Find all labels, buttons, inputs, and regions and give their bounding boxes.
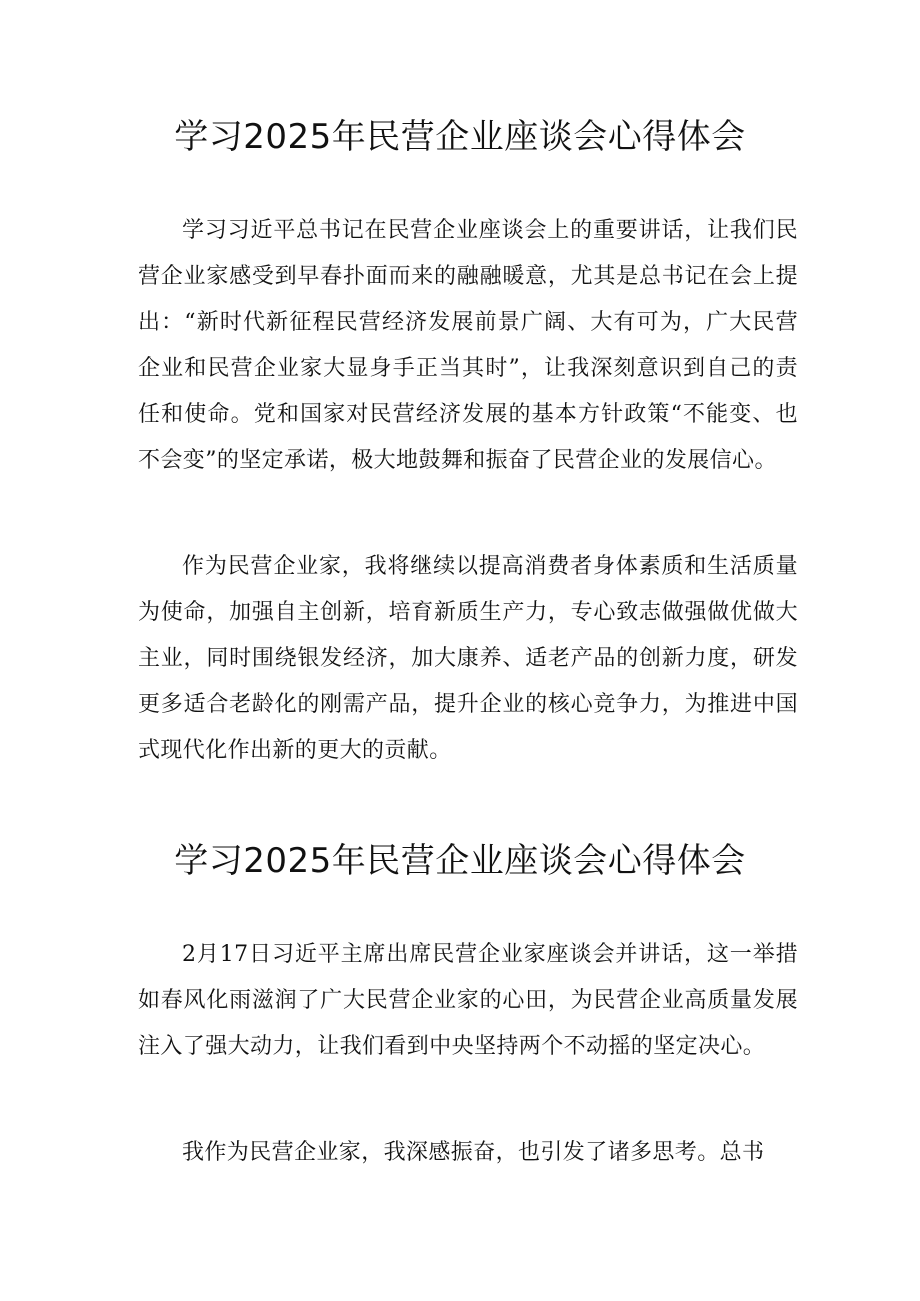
section2-paragraph-2: 我作为民营企业家，我深感振奋，也引发了诸多思考。总书 (182, 1140, 765, 1165)
section1-title: 学习2025年民营企业座谈会心得体会 (174, 117, 746, 157)
section2-title: 学习2025年民营企业座谈会心得体会 (174, 841, 746, 881)
section1-paragraph-2: 作为民营企业家，我将继续以提高消费者身体素质和生活质量为使命，加强自主创新，培育新质生产力，专心致志做强做优做大主业，同时围绕银发经济，加大康养、适老产品的创新力度，研发更多适合老龄化的刚需产品，提升企业的核心竞争力，为推进中国式现代化作出新的更大的贡献。 (138, 554, 798, 763)
section2-paragraph-1: 2月17日习近平主席出席民营企业家座谈会并讲话，这一举措如春风化雨滋润了广大民营企业家的心田，为民营企业高质量发展注入了强大动力，让我们看到中央坚持两个不动摇的坚定决心。 (138, 942, 798, 1059)
section1-paragraph-1: 学习习近平总书记在民营企业座谈会上的重要讲话，让我们民营企业家感受到早春扑面而来的融融暖意，尤其是总书记在会上提出：“新时代新征程民营经济发展前景广阔、大有可为，广大民营企业和民营企业家大显身手正当其时”，让我深刻意识到自己的责任和使命。党和国家对民营经济发展的基本方针政策“不能变、也不会变”的坚定承诺，极大地鼓舞和振奋了民营企业的发展信心。 (138, 218, 798, 473)
